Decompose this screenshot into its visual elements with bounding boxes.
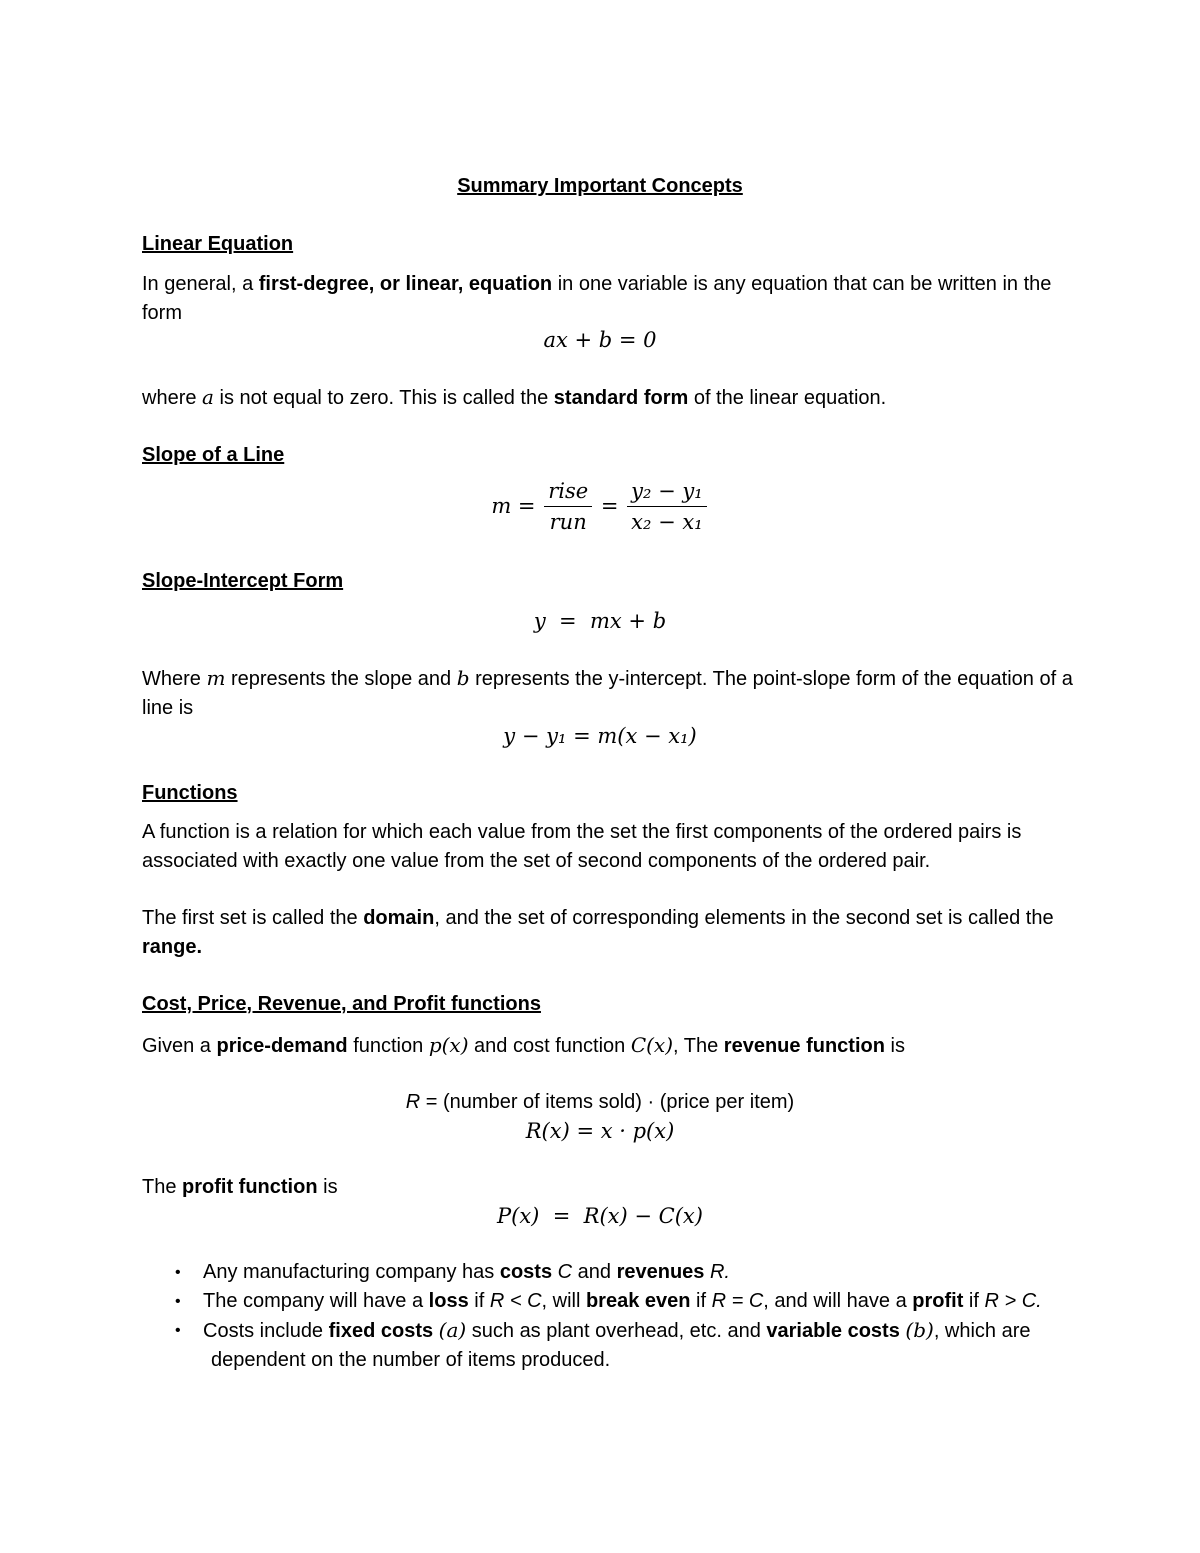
list-item: • Costs include fixed costs (a) such as plant overhead, etc. and variable costs (b), which are dependent on the number of items produced.: [175, 1316, 1095, 1375]
slope-heading: Slope of a Line: [142, 444, 285, 466]
standard-form-equation: ax + b = 0: [543, 328, 657, 352]
list-item: • The company will have a loss if R < C, will break even if R = C, and will have a profit if R > C.: [175, 1287, 1095, 1316]
key-points-list: [175, 1258, 1095, 1375]
function-definition: A function is a relation for which each value from the set the first components of the ordered pairs is associated with exactly one value from the set of second components of the ordered pair.: [142, 821, 1022, 872]
domain-range-definition: The first set is called the domain, and the set of corresponding elements in the second set is called the range.: [142, 907, 1054, 958]
profit-intro: The profit function is: [142, 1176, 338, 1198]
point-slope-equation: y − y₁ = m(x − x₁): [503, 724, 697, 748]
revenue-equation: R(x) = x · p(x): [525, 1119, 675, 1143]
revenue-word-equation: R = (number of items sold) · (price per item): [405, 1091, 795, 1113]
slope-intercept-equation: y = mx + b: [533, 609, 667, 633]
slope-intercept-description: Where m represents the slope and b represents the y-intercept. The point-slope form of the equation of a line is: [142, 666, 1073, 719]
cost-functions-heading: Cost, Price, Revenue, and Profit functions: [142, 993, 541, 1015]
list-item: • Any manufacturing company has costs C and revenues R.: [175, 1258, 1095, 1287]
difference-quotient-fraction: $\frac{\text{y₂ − y₁}}{\text{x₂ − x₁}}$: [627, 478, 707, 535]
profit-equation: P(x) = R(x) − C(x): [497, 1204, 703, 1228]
standard-form-note: where a is not equal to zero. This is called the standard form of the linear equation.: [142, 385, 887, 409]
slope-formula: m = $\frac{\text{rise}}{\text{run}}$ = $\frac{\text{y₂ − y₁}}{\text{x₂ − x₁}}$: [0, 478, 1200, 535]
functions-heading: Functions: [142, 782, 238, 804]
rise-over-run-fraction: $\frac{\text{rise}}{\text{run}}$: [544, 478, 592, 535]
linear-equation-heading: Linear Equation: [142, 233, 294, 255]
slope-intercept-heading: Slope-Intercept Form: [142, 570, 344, 592]
revenue-intro: Given a price-demand function p(x) and cost function C(x), The revenue function is: [142, 1033, 905, 1057]
linear-equation-definition: In general, a first-degree, or linear, equation in one variable is any equation that can be written in the form: [142, 273, 1052, 324]
page-title: Summary Important Concepts: [457, 175, 743, 197]
